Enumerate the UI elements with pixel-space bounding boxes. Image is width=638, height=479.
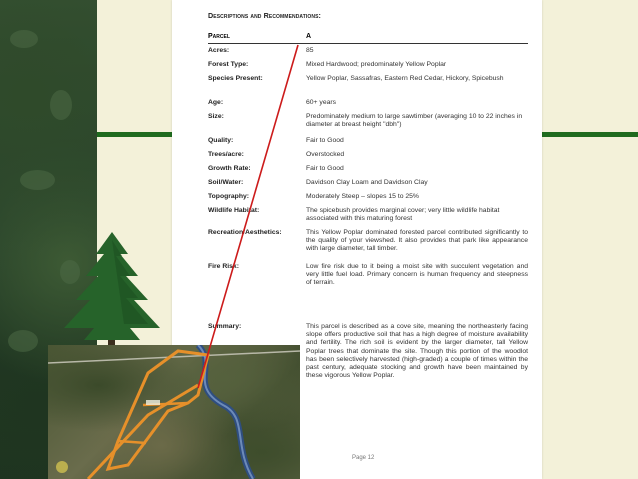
field-label: Size: [208, 113, 224, 120]
field-value: The spicebush provides marginal cover; very little wildlife habitat associated with this maturing forest [306, 207, 500, 223]
field-value: This parcel is described as a cove site, meaning the northeasterly facing slope offers productive soil that has a high degree of moisture availability and fertility. The rich soil is evident by the larger diameter, tall Yellow Poplar trees that dominate the site. Though this portion of the woodlot has been selectively harvested (high-graded) a couple of times within the past century, adequate stocking and growth have been maintained by these vigorous Yellow Poplar. [306, 323, 528, 380]
field-label: Acres: [208, 47, 230, 54]
field-label: Soil/Water: [208, 179, 244, 186]
field-value: Overstocked [306, 151, 345, 158]
field-label: Growth Rate: [208, 165, 251, 172]
field-label: Recreation/Aesthetics: [208, 229, 282, 236]
field-value: Moderately Steep – slopes 15 to 25% [306, 193, 419, 200]
field-value: Fair to Good [306, 165, 344, 172]
parcel-value: A [306, 33, 312, 40]
page-number: Page 12 [352, 455, 375, 461]
field-label: Topography: [208, 193, 250, 200]
field-label: Species Present: [208, 75, 263, 82]
field-label: Quality: [208, 137, 234, 144]
field-label: Trees/acre: [208, 151, 244, 158]
field-value: Low fire risk due to it being a moist site with succulent vegetation and very little fuel load. Primary concern is human frequency and steepness of terrain. [306, 263, 528, 287]
field-label: Summary: [208, 323, 242, 330]
field-value: 85 [306, 47, 314, 54]
field-value: Yellow Poplar, Sassafras, Eastern Red Cedar, Hickory, Spicebush [306, 75, 504, 82]
field-label: Age: [208, 99, 224, 106]
field-value: Fair to Good [306, 137, 344, 144]
page-title: Descriptions and Recommendations: [208, 11, 322, 20]
field-value: Mixed Hardwood; predominately Yellow Poplar [306, 61, 447, 68]
field-label: Fire Risk: [208, 263, 239, 270]
field-value: 60+ years [306, 99, 337, 106]
field-label: Wildlife Habitat: [208, 207, 260, 214]
field-value: Predominately medium to large sawtimber (averaging 10 to 22 inches in diameter at breast height "dbh") [306, 113, 523, 129]
field-label: Forest Type: [208, 61, 249, 68]
field-value: Davidson Clay Loam and Davidson Clay [306, 179, 428, 186]
parcel-label: Parcel [208, 33, 230, 40]
field-value: This Yellow Poplar dominated forested parcel contributed significantly to the quality of your viewshed. It also provides that park like appearance with large diameter, tall timber. [306, 229, 528, 253]
